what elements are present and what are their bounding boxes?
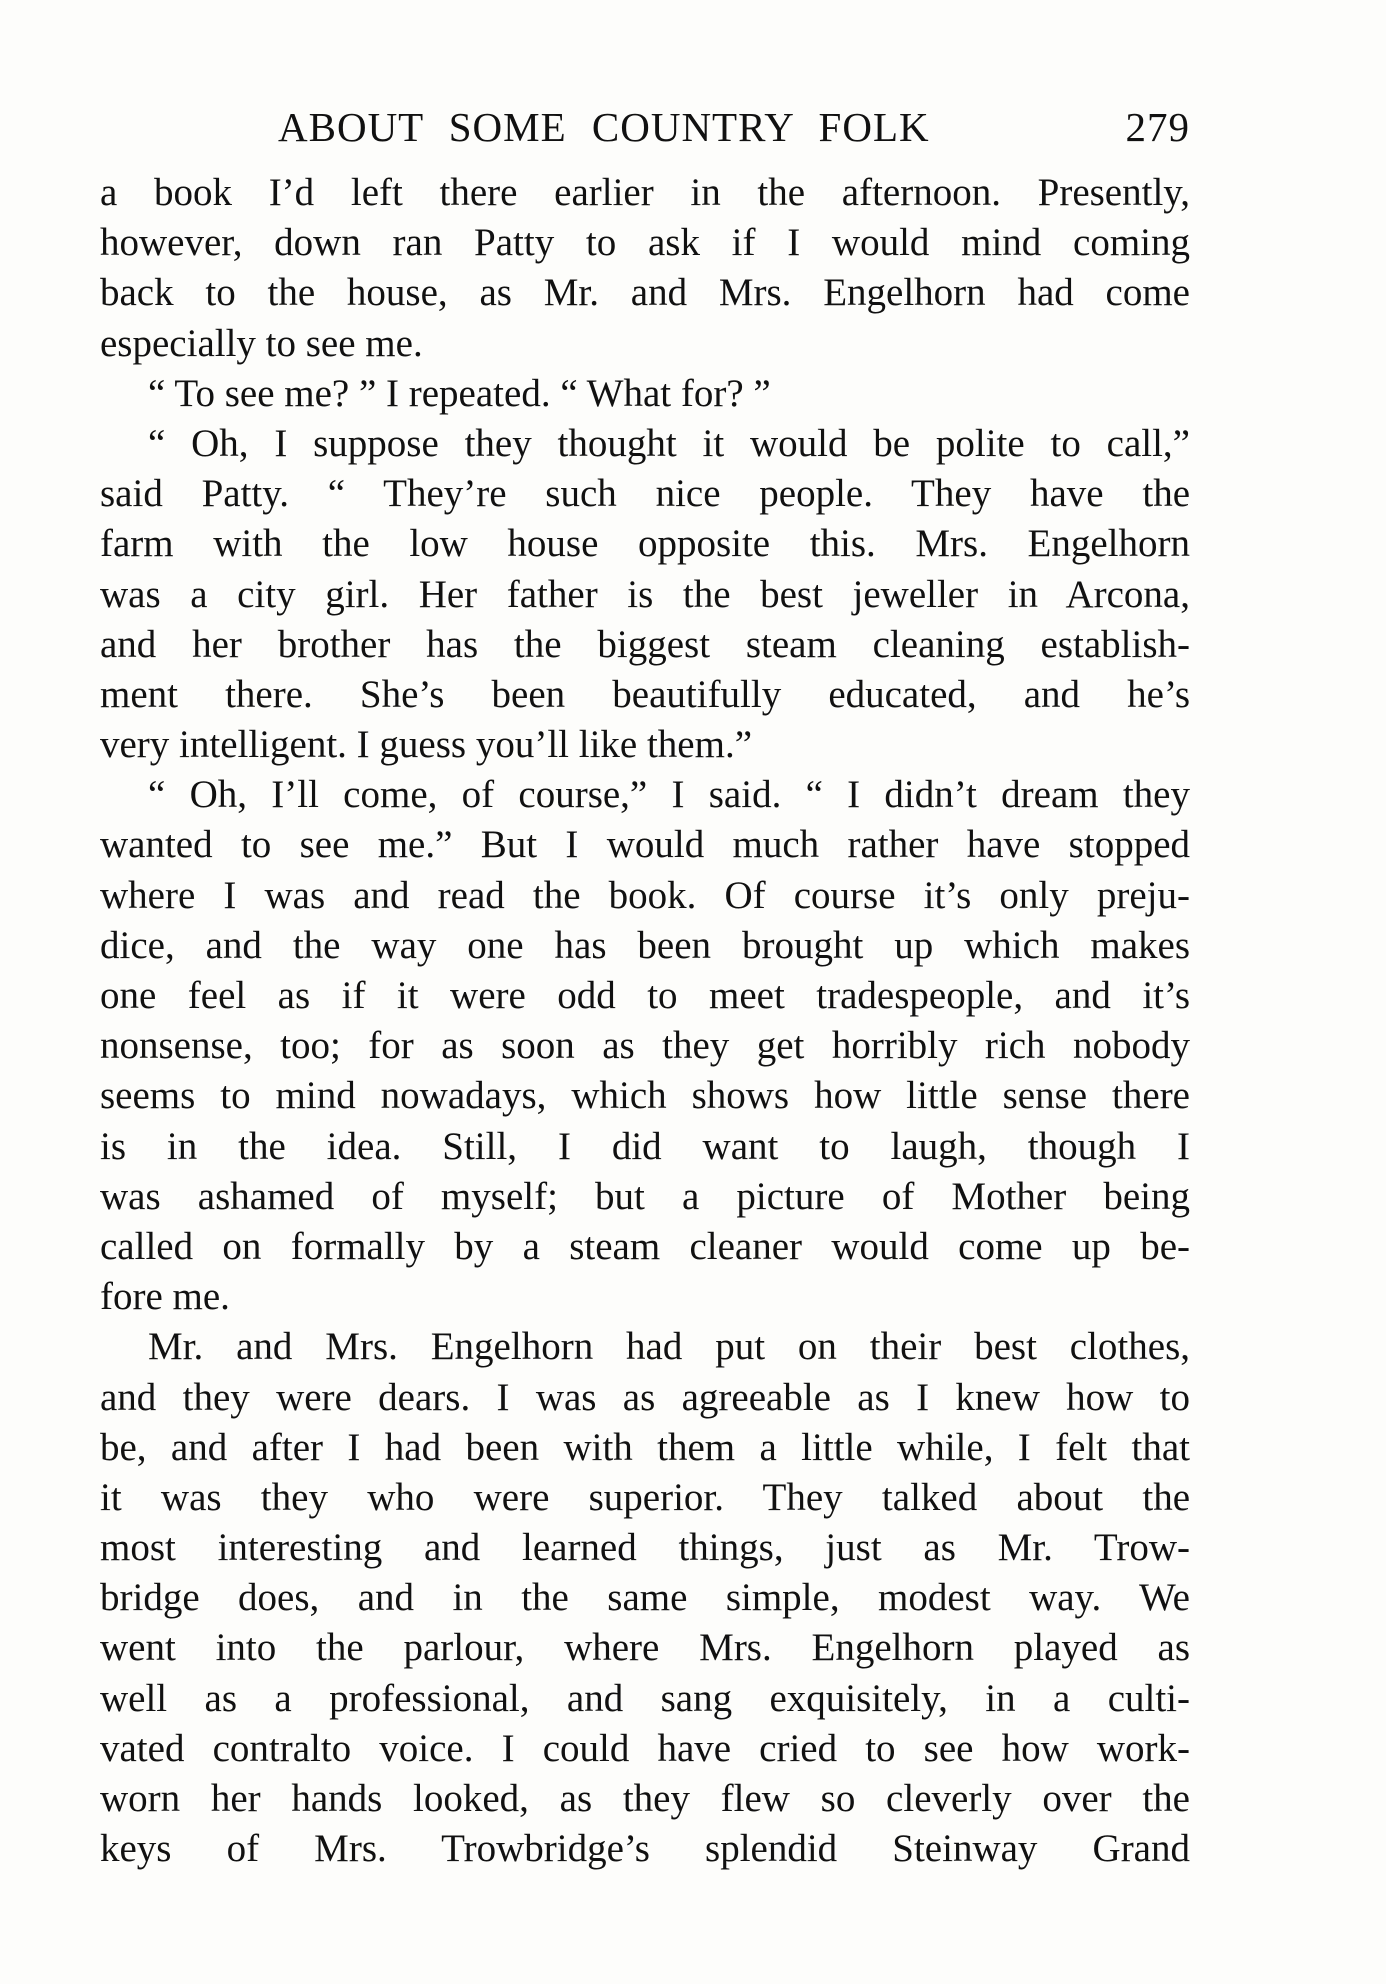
text-line: “ Oh, I’ll come, of course,” I said. “ I didn’t dream they — [148, 773, 1190, 817]
text-line: however, down ran Patty to ask if I would mind coming — [100, 221, 1190, 265]
text-line: fore me. — [100, 1275, 230, 1319]
text-line: back to the house, as Mr. and Mrs. Engelhorn had come — [100, 271, 1190, 315]
text-line: where I was and read the book. Of course it’s only preju- — [100, 873, 1190, 917]
text-line: said Patty. “ They’re such nice people. They have the — [100, 472, 1190, 516]
text-line: seems to mind nowadays, which shows how little sense there — [100, 1074, 1190, 1118]
running-title: ABOUT SOME COUNTRY FOLK — [278, 104, 930, 150]
text-line: called on formally by a steam cleaner would come up be- — [100, 1224, 1190, 1268]
text-line: it was they who were superior. They talked about the — [100, 1475, 1190, 1519]
text-line: “ To see me? ” I repeated. “ What for? ” — [148, 371, 771, 415]
text-line: farm with the low house opposite this. Mrs. Engelhorn — [100, 522, 1190, 566]
text-line: Mr. and Mrs. Engelhorn had put on their best clothes, — [148, 1325, 1190, 1369]
text-line: bridge does, and in the same simple, modest way. We — [100, 1576, 1190, 1620]
text-line: ment there. She’s been beautifully educated, and he’s — [100, 672, 1190, 716]
text-line: especially to see me. — [100, 321, 423, 365]
text-line: most interesting and learned things, just as Mr. Trow- — [100, 1526, 1190, 1570]
text-line: is in the idea. Still, I did want to laugh, though I — [100, 1124, 1190, 1168]
running-head — [100, 95, 1190, 155]
text-line: was ashamed of myself; but a picture of Mother being — [100, 1174, 1190, 1218]
text-line: be, and after I had been with them a little while, I felt that — [100, 1425, 1190, 1469]
text-line: dice, and the way one has been brought up which makes — [100, 923, 1190, 967]
text-line: nonsense, too; for as soon as they get horribly rich nobody — [100, 1024, 1190, 1068]
text-line: well as a professional, and sang exquisitely, in a culti- — [100, 1676, 1190, 1720]
body-text — [100, 168, 1190, 1874]
text-line: very intelligent. I guess you’ll like them.” — [100, 723, 753, 767]
text-line: keys of Mrs. Trowbridge’s splendid Steinway Grand — [100, 1827, 1190, 1871]
text-line: vated contralto voice. I could have cried to see how work- — [100, 1726, 1190, 1770]
text-line: wanted to see me.” But I would much rather have stopped — [100, 823, 1190, 867]
page-number: 279 — [1125, 104, 1190, 150]
text-line: and her brother has the biggest steam cleaning establish- — [100, 622, 1190, 666]
text-line: one feel as if it were odd to meet tradespeople, and it’s — [100, 974, 1190, 1017]
text-line: a book I’d left there earlier in the afternoon. Presently, — [100, 171, 1190, 214]
text-line: went into the parlour, where Mrs. Engelhorn played as — [100, 1626, 1190, 1670]
text-line: “ Oh, I suppose they thought it would be polite to call,” — [148, 421, 1190, 465]
text-line: worn her hands looked, as they flew so cleverly over the — [100, 1777, 1190, 1820]
text-line: was a city girl. Her father is the best jeweller in Arcona, — [100, 572, 1190, 616]
text-line: and they were dears. I was as agreeable as I knew how to — [100, 1375, 1190, 1419]
